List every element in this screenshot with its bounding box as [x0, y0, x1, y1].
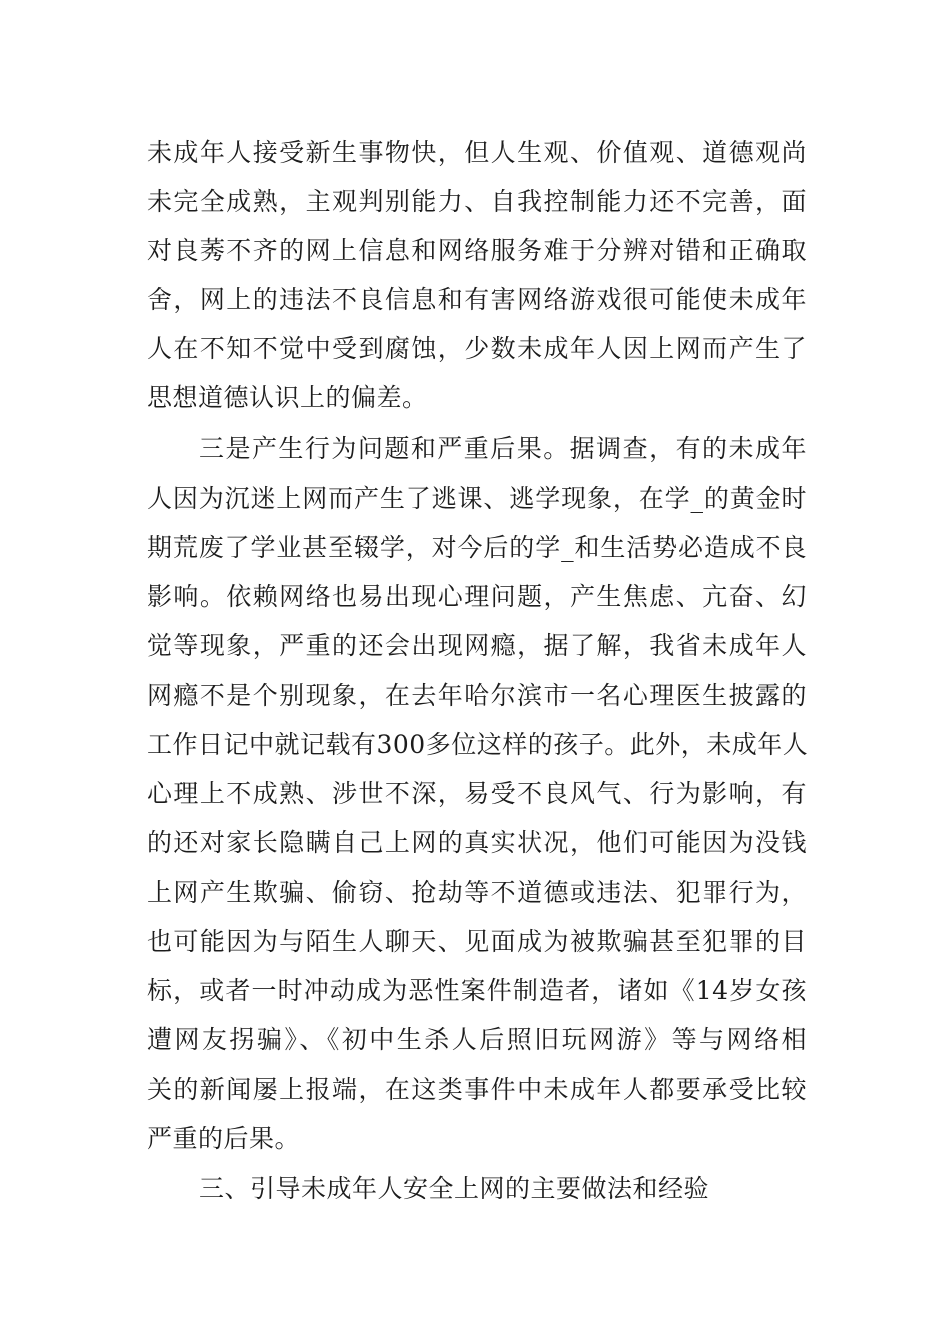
paragraph-line: 严重的后果。 [147, 1124, 301, 1153]
paragraph-line: 网瘾不是个别现象，在去年哈尔滨市一名心理医生披露的 [147, 681, 807, 710]
paragraph-line: 遭网友拐骗》、《初中生杀人后照旧玩网游》等与网络相 [147, 1025, 807, 1054]
paragraph-line: 期荒废了学业甚至辍学，对今后的学_和生活势必造成不良 [147, 533, 807, 562]
paragraph-line: 影响。依赖网络也易出现心理问题，产生焦虑、亢奋、幻 [147, 582, 807, 611]
paragraph-line: 关的新闻屡上报端，在这类事件中未成年人都要承受比较 [147, 1075, 807, 1104]
paragraph-line: 对良莠不齐的网上信息和网络服务难于分辨对错和正确取 [147, 236, 807, 265]
paragraph-line: 标，或者一时冲动成为恶性案件制造者，诸如《14岁女孩 [147, 976, 807, 1005]
paragraph-line: 人在不知不觉中受到腐蚀，少数未成年人因上网而产生了 [147, 334, 807, 363]
paragraph-line: 也可能因为与陌生人聊天、见面成为被欺骗甚至犯罪的目 [147, 927, 807, 956]
paragraph-line: 觉等现象，严重的还会出现网瘾，据了解，我省未成年人 [147, 631, 807, 660]
paragraph-line: 工作日记中就记载有300多位这样的孩子。此外，未成年人 [147, 730, 809, 759]
paragraph-line: 思想道德认识上的偏差。 [147, 383, 428, 412]
paragraph-line: 三是产生行为问题和严重后果。据调查，有的未成年 [199, 434, 807, 463]
paragraph-line: 上网产生欺骗、偷窃、抢劫等不道德或违法、犯罪行为， [147, 878, 807, 907]
paragraph-line: 未完全成熟，主观判别能力、自我控制能力还不完善，面 [147, 187, 807, 216]
section-heading: 三、引导未成年人安全上网的主要做法和经验 [199, 1174, 710, 1203]
paragraph-line: 人因为沉迷上网而产生了逃课、逃学现象，在学_的黄金时 [147, 484, 807, 513]
paragraph-line: 未成年人接受新生事物快，但人生观、价值观、道德观尚 [147, 138, 807, 167]
paragraph-line: 的还对家长隐瞒自己上网的真实状况，他们可能因为没钱 [147, 828, 807, 857]
paragraph-line: 心理上不成熟、涉世不深，易受不良风气、行为影响，有 [147, 779, 807, 808]
paragraph-line: 舍，网上的违法不良信息和有害网络游戏很可能使未成年 [147, 285, 807, 314]
